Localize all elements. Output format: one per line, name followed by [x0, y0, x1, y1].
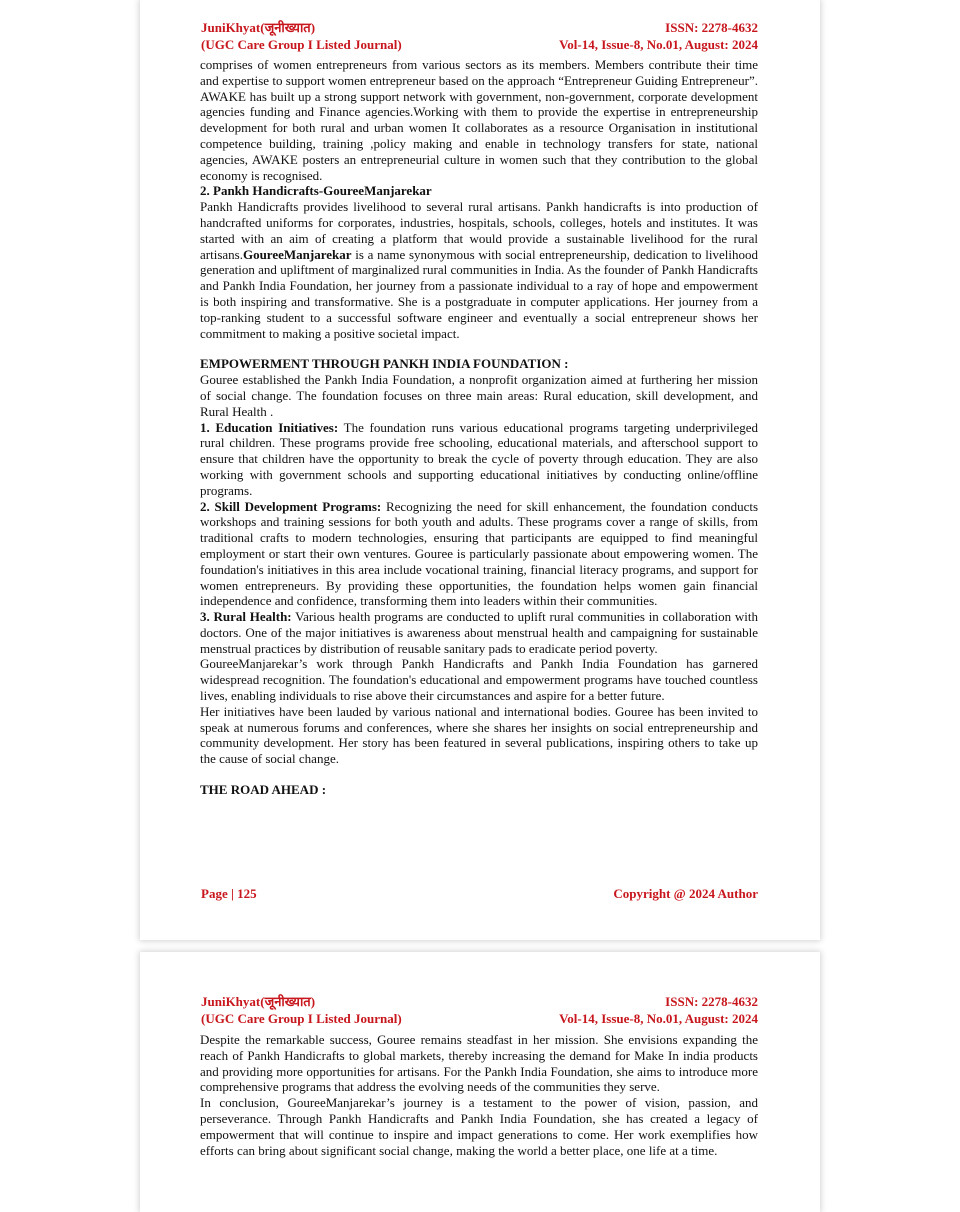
founder-name: GoureeManjarekar: [242, 246, 352, 262]
page-1-body: [200, 57, 758, 798]
heading-road-ahead: THE ROAD AHEAD :: [200, 782, 327, 798]
volume-info: Vol-14, Issue-8, No.01, August: 2024: [559, 37, 758, 52]
volume-info: Vol-14, Issue-8, No.01, August: 2024: [559, 1011, 758, 1026]
paragraph-pankh: Pankh Handicrafts provides livelihood to several rural artisans. Pankh handicrafts is into production of handcrafted uniforms for corporates, industries, hospitals, schools, colleges, hotels and institutes. It was started with an aim of creating a platform that would provide a sustainable livelihood for the rural artisans.GoureeManjarekar is a name synonymous with social entrepreneurship, dedication to livelihood generation and upliftment of marginalized rural communities in India. As the founder of Pankh Handicrafts and Pankh India Foundation, her journey from a passionate individual to a ray of hope and empowerment is both inspiring and transformative. She is a postgraduate in computer applications. Her journey from a top-ranking student to a successful software engineer and eventually a social entrepreneur shows her commitment to making a positive societal impact.: [200, 199, 758, 341]
issn: ISSN: 2278-4632: [665, 20, 758, 35]
page-2-body: [200, 1032, 758, 1158]
copyright: Copyright @ 2024 Author: [613, 886, 758, 901]
education-label: 1. Education Initiatives:: [200, 419, 339, 435]
health-label: 3. Rural Health:: [200, 609, 292, 625]
paragraph-education: 1. Education Initiatives: The foundation runs various educational programs targeting underprivileged rural children. These programs provide free schooling, educational materials, and afterschool support to ensure that children have the opportunity to break the cycle of poverty through education. They are also working with government schools and supporting educational initiatives by conducting online/offline programs.: [200, 419, 759, 498]
ugc-listing: (UGC Care Group I Listed Journal): [201, 37, 402, 52]
journal-name: JuniKhyat(जूनीख्यात): [201, 994, 316, 1009]
paragraph-lauded: Her initiatives have been lauded by various national and international bodies. Gouree has been invited to speak at numerous forums and conferences, where she shares her insights on social entrepreneurship and community development. Her story has been featured in several publications, inspiring others to take up the cause of social change.: [200, 703, 758, 767]
paragraph-conclusion: In conclusion, GoureeManjarekar’s journey is a testament to the power of vision, passion, and perseverance. Through Pankh Handicrafts and Pankh India Foundation, she has created a legacy of empowerment that will continue to inspire and impact generations to come. Her work exemplifies how efforts can bring about significant social change, making the world a better place, one life at a time.: [200, 1095, 758, 1158]
page-number: Page | 125: [201, 886, 257, 901]
page-header-2: [201, 993, 758, 1027]
issn: ISSN: 2278-4632: [665, 994, 758, 1009]
heading-empowerment: EMPOWERMENT THROUGH PANKH INDIA FOUNDATION :: [200, 356, 569, 372]
page-header-1: [201, 19, 758, 53]
ugc-listing: (UGC Care Group I Listed Journal): [201, 1011, 402, 1026]
paragraph-recognition: GoureeManjarekar’s work through Pankh Handicrafts and Pankh India Foundation has garnered widespread recognition. The foundation's educational and empowerment programs have touched countless lives, enabling individuals to rise above their circumstances and aspire for a better future.: [200, 656, 758, 704]
paragraph-awake: comprises of women entrepreneurs from various sectors as its members. Members contribute their time and expertise to support women entrepreneur based on the approach “Entrepreneur Guiding Entrepreneur”. AWAKE has built up a strong support network with government, non-government, corporate development agencies funding and Finance agencies.Working with them to provide the expertise in entrepreneurship development for both rural and urban women It collaborates as a resource Organisation in institutional competence building, training ,policy making and enable in technology transfers for state, national agencies, AWAKE posters an entrepreneurial culture in women such that they contribution to the global economy is recognised.: [200, 57, 758, 183]
skill-label: 2. Skill Development Programs:: [200, 498, 382, 514]
paragraph-skill: 2. Skill Development Programs: Recognizing the need for skill enhancement, the foundation conducts workshops and training sessions for both youth and adults. These programs cover a range of skills, from traditional crafts to modern technologies, ensuring that participants are equipped to find meaningful employment or start their own ventures. Gouree is particularly passionate about empowering women. The foundation's initiatives in this area include vocational training, financial literacy programs, and support for women entrepreneurs. By providing these opportunities, the foundation helps women gain financial independence and confidence, transforming them into leaders within their communities.: [200, 498, 759, 609]
page-footer-1: [201, 886, 758, 902]
paragraph-mission: Despite the remarkable success, Gouree remains steadfast in her mission. She envisions expanding the reach of Pankh Handicrafts to global markets, thereby increasing the demand for Make In india products and providing more opportunities for artisans. For the Pankh India Foundation, she aims to introduce more comprehensive programs that address the evolving needs of the communities they serve.: [200, 1032, 758, 1095]
journal-name: JuniKhyat(जूनीख्यात): [201, 20, 316, 35]
paragraph-foundation: Gouree established the Pankh India Foundation, a nonprofit organization aimed at furthering her mission of social change. The foundation focuses on three main areas: Rural education, skill development, and Rural Health .: [200, 372, 758, 419]
paragraph-health: 3. Rural Health: Various health programs are conducted to uplift rural communities in collaboration with doctors. One of the major initiatives is awareness about menstrual health and campaigning for sustainable menstrual practices by distribution of reusable sanitary pads to eradicate period poverty.: [200, 609, 758, 656]
heading-pankh-handicrafts: 2. Pankh Handicrafts-GoureeManjarekar: [200, 183, 432, 199]
